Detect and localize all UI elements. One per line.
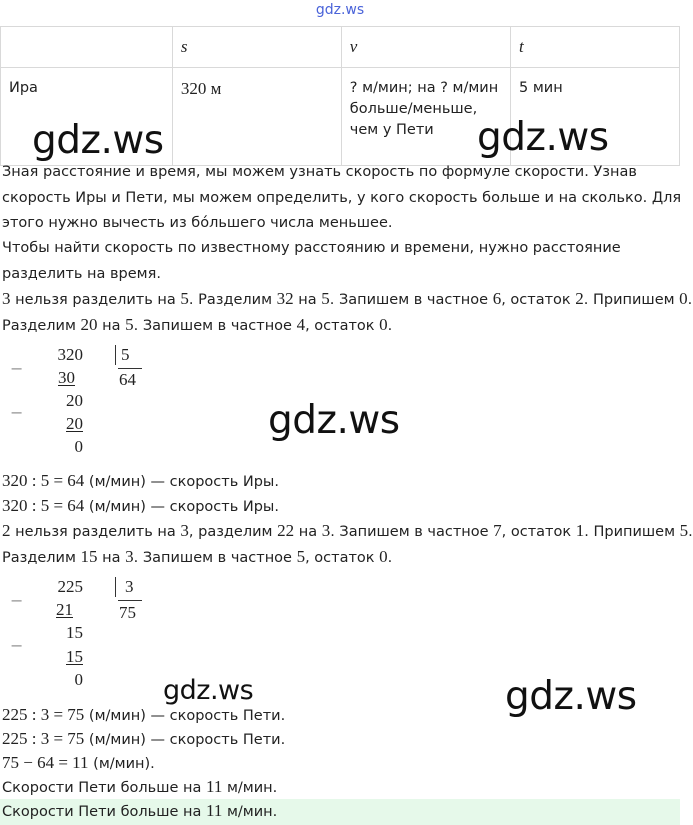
- division-line: [118, 600, 142, 601]
- table-header-row: [1, 27, 680, 68]
- header-cell-v: v: [341, 27, 510, 68]
- subtrahend: 21: [56, 600, 73, 619]
- watermark: gdz.ws: [32, 118, 164, 163]
- step-text: 2 нельзя разделить на 3, разделим 22 на 3. Запишем в частное 7, остаток 1. Припишем 5.: [2, 521, 693, 540]
- division-line: [118, 368, 142, 369]
- step-text: 3 нельзя разделить на 5. Разделим 32 на 5. Запишем в частное 6, остаток 2. Припишем 0.: [2, 289, 693, 308]
- highlighted-answer: Скорости Пети больше на 11 м/мин.: [0, 799, 680, 825]
- long-division: [0, 575, 160, 695]
- divisor: 5: [121, 345, 130, 364]
- subtrahend: 15: [66, 647, 83, 666]
- paragraph: этого нужно вычесть из бóльшего числа меньшее.: [2, 215, 393, 231]
- division-bar: [115, 345, 116, 365]
- result-text: 320 : 5 = 64 (м/мин) — скорость Иры.: [2, 471, 279, 490]
- answer-text: Скорости Пети больше на 11 м/мин.: [2, 777, 278, 796]
- paragraph: Чтобы найти скорость по известному расстоянию и времени, нужно расстояние: [2, 240, 621, 256]
- cell-t: 5 мин: [511, 68, 680, 166]
- long-division: [0, 343, 160, 463]
- header-cell-empty: [1, 27, 173, 68]
- step-text: Разделим 20 на 5. Запишем в частное 4, остаток 0.: [2, 315, 393, 334]
- remainder: 0: [74, 437, 83, 456]
- minus-sign: −: [10, 403, 24, 422]
- minus-sign: −: [10, 591, 24, 610]
- paragraph: разделить на время.: [2, 266, 161, 282]
- minus-sign: −: [10, 359, 24, 378]
- result-text: 320 : 5 = 64 (м/мин) — скорость Иры.: [2, 496, 279, 515]
- difference-text: 75 − 64 = 11 (м/мин).: [2, 753, 155, 772]
- dividend: 320: [57, 345, 83, 364]
- quotient: 75: [119, 603, 136, 622]
- result-text: 225 : 3 = 75 (м/мин) — скорость Пети.: [2, 705, 286, 724]
- division-bar: [115, 577, 116, 597]
- paragraph: скорость Иры и Пети, мы можем определить, у кого скорость больше и на сколько. Для: [2, 190, 682, 206]
- paragraph: Зная расстояние и время, мы можем узнать скорость по формуле скорости. Узнав: [2, 164, 637, 180]
- watermark: gdz.ws: [268, 398, 400, 443]
- watermark: gdz.ws: [477, 115, 609, 160]
- dividend: 225: [57, 577, 83, 596]
- header-cell-s: s: [172, 27, 341, 68]
- minus-sign: −: [10, 636, 24, 655]
- quotient: 64: [119, 370, 136, 389]
- watermark: gdz.ws: [505, 674, 637, 719]
- cell-s: 320 м: [172, 68, 341, 166]
- remainder: 0: [74, 670, 83, 689]
- header-cell-t: t: [511, 27, 680, 68]
- remainder: 15: [66, 623, 83, 642]
- watermark: gdz.ws: [163, 675, 254, 706]
- divisor: 3: [125, 577, 134, 596]
- cell-name: Ира: [1, 68, 173, 166]
- cell-v: ? м/мин; на ? м/мин больше/меньше, чем у Пети: [341, 68, 510, 166]
- step-text: Разделим 15 на 3. Запишем в частное 5, остаток 0.: [2, 547, 393, 566]
- remainder: 20: [66, 391, 83, 410]
- result-text: 225 : 3 = 75 (м/мин) — скорость Пети.: [2, 729, 286, 748]
- site-title[interactable]: gdz.ws: [315, 2, 365, 18]
- subtrahend: 30: [58, 368, 75, 387]
- subtrahend: 20: [66, 414, 83, 433]
